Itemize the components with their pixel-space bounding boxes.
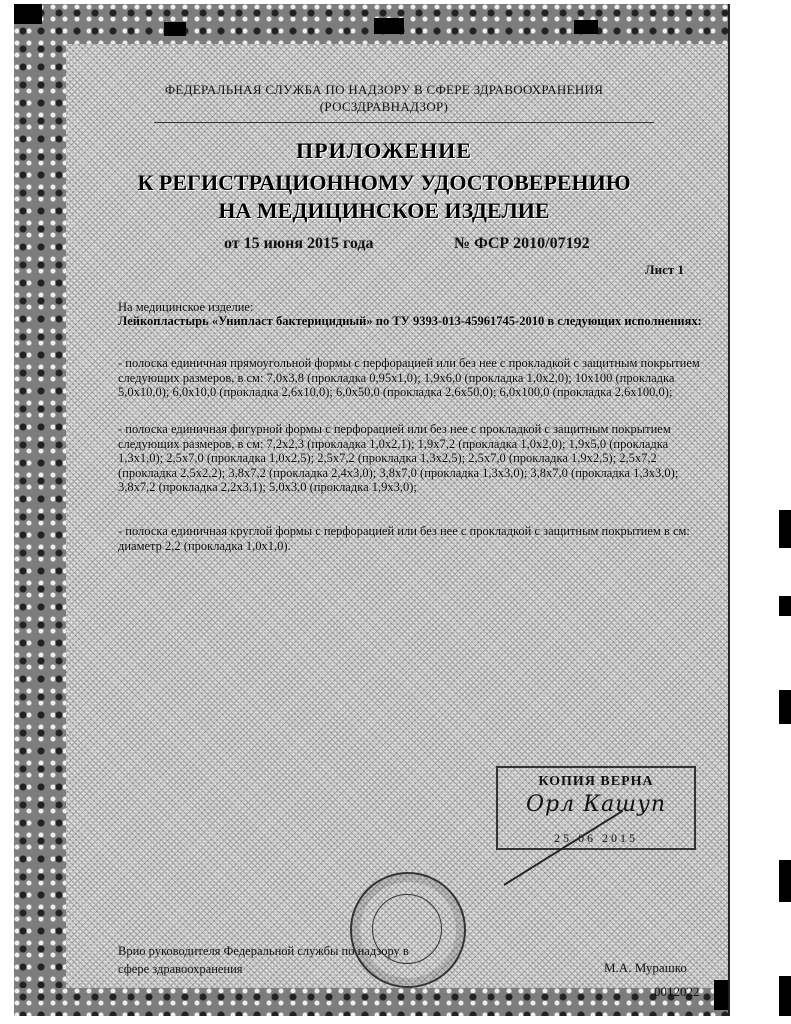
scan-marker	[779, 976, 791, 1016]
variant-figured: - полоска единичная фигурной формы с перфорацией или без нее с прокладкой с защитным покрытием следующих размеров, в см: 7,2х2,3 (прокладка 1,0х2,1); 1,9х7,2 (прокладка 1,0х2,0); 1,9х5,0 (прокладка 1,3х1,0); 2,5х7,0 (прокладка 1,0х2,5); 2,5х7,2 (прокладка 1,3х2,5); 2,5х7,0 (прокладка 1,9х2,5); 2,5х7,2 (прокладка 2,5х2,2); 3,8х7,2 (прокладка 2,4х3,0); 3,8х7,0 (прокладка 1,3х3,0); 3,8х7,0 (прокладка 1,3х3,0); 3,8х7,2 (прокладка 2,2х3,1); 5,0х3,0 (прокладка 1,9х3,0);	[118, 422, 679, 494]
scan-marker	[779, 510, 791, 548]
scan-marker	[779, 690, 791, 724]
header-divider	[154, 122, 654, 123]
registration-number: № ФСР 2010/07192	[454, 235, 590, 252]
agency-name: ФЕДЕРАЛЬНАЯ СЛУЖБА ПО НАДЗОРУ В СФЕРЕ ЗДРАВООХРАНЕНИЯ	[164, 82, 604, 97]
product-name: Лейкопластырь «Унипласт бактерицидный» по ТУ 9393-013-45961745-2010 в следующих исполнениях:	[118, 314, 702, 328]
document-title: ПРИЛОЖЕНИЕ	[296, 138, 472, 163]
scan-marker	[779, 860, 791, 902]
ornamental-border-bottom	[14, 988, 728, 1016]
certificate-sheet	[14, 4, 730, 1016]
document-serial-number: 0012022	[654, 984, 700, 999]
ornamental-border-top	[14, 4, 728, 44]
document-subtitle-1: К РЕГИСТРАЦИОННОМУ УДОСТОВЕРЕНИЮ	[137, 170, 631, 195]
scan-marker	[14, 4, 42, 24]
agency-abbr: (РОСЗДРАВНАДЗОР)	[319, 99, 449, 114]
document-subtitle-2: НА МЕДИЦИНСКОЕ ИЗДЕЛИЕ	[218, 198, 550, 223]
scan-marker	[374, 18, 404, 34]
certified-copy-label: КОПИЯ ВЕРНА	[538, 774, 654, 789]
signer-name: М.А. Мурашко	[604, 960, 687, 975]
scan-marker	[779, 596, 791, 616]
signer-position: Врио руководителя Федеральной службы по надзору в сфере здравоохранения	[118, 944, 409, 976]
certified-copy-date: 25 06 2015	[554, 831, 638, 845]
scan-marker	[714, 980, 728, 1010]
ornamental-border-left	[14, 4, 66, 1016]
variant-rectangular: - полоска единичная прямоугольной формы с перфорацией или без нее с прокладкой с защитным покрытием следующих размеров, в см: 7,0х3,8 (прокладка 0,95х1,0); 1,9х6,0 (прокладка 1,0х2,0); 10х100 (прокладка 5,0х10,0); 6,0х10,0 (прокладка 2,6х10,0); 6,0х50,0 (прокладка 2,6х50,0); 6,0х100,0 (прокладка 2,6х100,0);	[118, 356, 700, 399]
variant-round: - полоска единичная круглой формы с перфорацией или без нее с прокладкой с защитным покрытием в см: диаметр 2,2 (прокладка 1,0х1,0).	[118, 524, 690, 553]
sheet-number: Лист 1	[644, 262, 684, 277]
certified-copy-stamp	[496, 766, 696, 850]
body-intro: На медицинское изделие:	[118, 300, 254, 314]
certified-copy-signature: Орл Кашуп	[525, 792, 667, 817]
registration-date: от 15 июня 2015 года	[224, 235, 374, 252]
scan-marker	[574, 20, 598, 34]
scan-marker	[164, 22, 186, 36]
